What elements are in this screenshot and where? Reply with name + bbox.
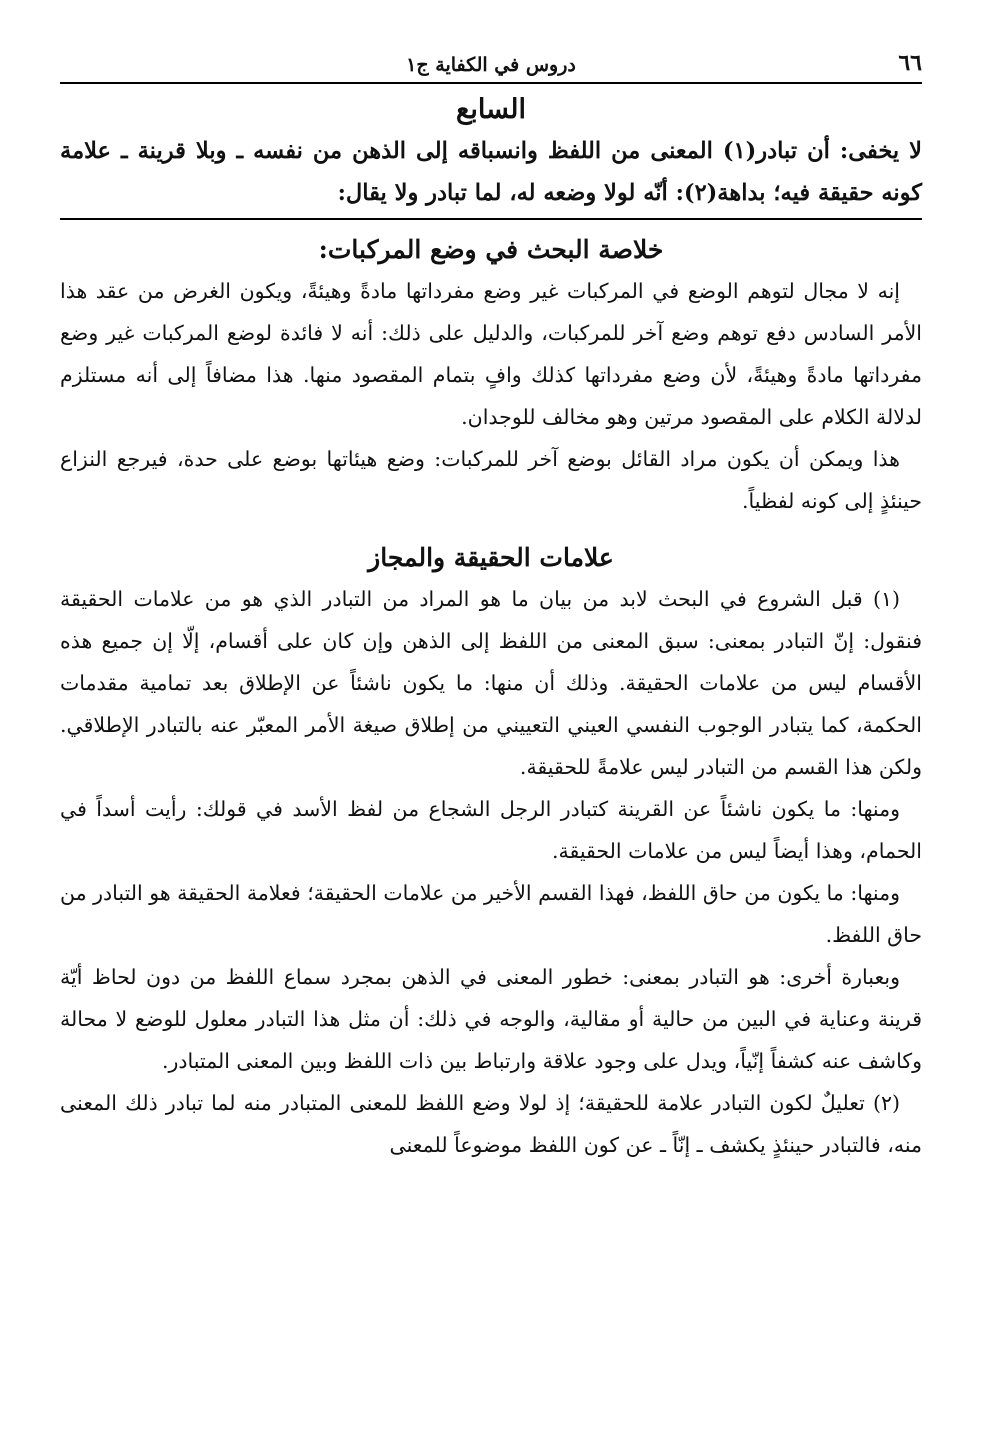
page-number: ٦٦	[898, 50, 922, 76]
section-title: السابع	[456, 94, 526, 125]
main-text-rule	[60, 218, 922, 220]
footnote-paragraph-text: ومنها: ما يكون من حاق اللفظ، فهذا القسم الأخير من علامات الحقيقة؛ فعلامة الحقيقة هو التبادر من حاق اللفظ.	[60, 881, 922, 947]
footnote-paragraph-text: (١) قبل الشروع في البحث لابد من بيان ما هو المراد من التبادر الذي هو من علامات الحقيقة فنقول: إنّ التبادر بمعنى: سبق المعنى من اللفظ إلى الذهن وإن كان على أقسام، إلّا إن جميع هذه الأقسام ليس من علامات الحقيقة. وذلك أن منها: ما يكون ناشئاً عن الإطلاق بعد تمامية مقدمات الحكمة، كما يتبادر الوجوب النفسي العيني التعييني من إطلاق صيغة الأمر المعبّر عنه بالتبادر الإطلاقي. ولكن هذا القسم من التبادر ليس علامةً للحقيقة.	[60, 587, 922, 779]
summary-paragraph	[60, 438, 922, 522]
summary-paragraph-text: إنه لا مجال لتوهم الوضع في المركبات غير وضع مفرداتها مادةً وهيئةً، ويكون الغرض من عقد هذا الأمر السادس دفع توهم وضع آخر للمركبات، والدليل على ذلك: أنه لا فائدة لوضع المركبات غير وضع مفرداتها مادةً وهيئةً، لأن وضع مفرداتها كذلك وافٍ بتمام المقصود منها. هذا مضافاً إلى أنه مستلزم لدلالة الكلام على المقصود مرتين وهو مخالف للوجدان.	[60, 279, 922, 429]
summary-paragraph-text: هذا ويمكن أن يكون مراد القائل بوضع آخر للمركبات: وضع هيئاتها بوضع على حدة، فيرجع النزاع حينئذٍ إلى كونه لفظياً.	[60, 447, 922, 513]
summary-paragraph	[60, 270, 922, 438]
header-rule	[60, 82, 922, 84]
footnote-paragraph	[60, 578, 922, 788]
footnotes-title: علامات الحقيقة والمجاز	[368, 543, 614, 572]
main-text: لا يخفى: أن تبادر(١) المعنى من اللفظ وانسباقه إلى الذهن من نفسه ـ وبلا قرينة ـ علامة كونه حقيقة فيه؛ بداهة(٢): أنّه لولا وضعه له، لما تبادر ولا يقال:	[60, 138, 922, 206]
footnote-paragraph-text: وبعبارة أخرى: هو التبادر بمعنى: خطور المعنى في الذهن بمجرد سماع اللفظ من دون لحاظ أيّة قرينة وعناية في البين من حالية أو مقالية، والوجه في ذلك: أن مثل هذا التبادر معلول للوضع لا محالة وكاشف عنه كشفاً إنّياً، ويدل على وجود علاقة وارتباط بين ذات اللفظ وبين المعنى المتبادر.	[60, 965, 922, 1073]
footnote-paragraph	[60, 956, 922, 1082]
footnote-paragraph	[60, 872, 922, 956]
footnote-paragraph-text: (٢) تعليلٌ لكون التبادر علامة للحقيقة؛ إذ لولا وضع اللفظ للمعنى المتبادر منه لما تبادر ذلك المعنى منه، فالتبادر حينئذٍ يكشف ـ إنّاً ـ عن كون اللفظ موضوعاً للمعنى	[60, 1091, 922, 1157]
footnote-paragraph	[60, 788, 922, 872]
page	[60, 40, 922, 1166]
footnote-paragraph	[60, 1082, 922, 1166]
summary-title: خلاصة البحث في وضع المركبات:	[318, 235, 664, 264]
running-header	[60, 40, 922, 82]
book-title: دروس في الكفاية ج١	[406, 54, 576, 76]
footnote-paragraph-text: ومنها: ما يكون ناشئاً عن القرينة كتبادر الرجل الشجاع من لفظ الأسد في قولك: رأيت أسداً في الحمام، وهذا أيضاً ليس من علامات الحقيقة.	[60, 797, 922, 863]
